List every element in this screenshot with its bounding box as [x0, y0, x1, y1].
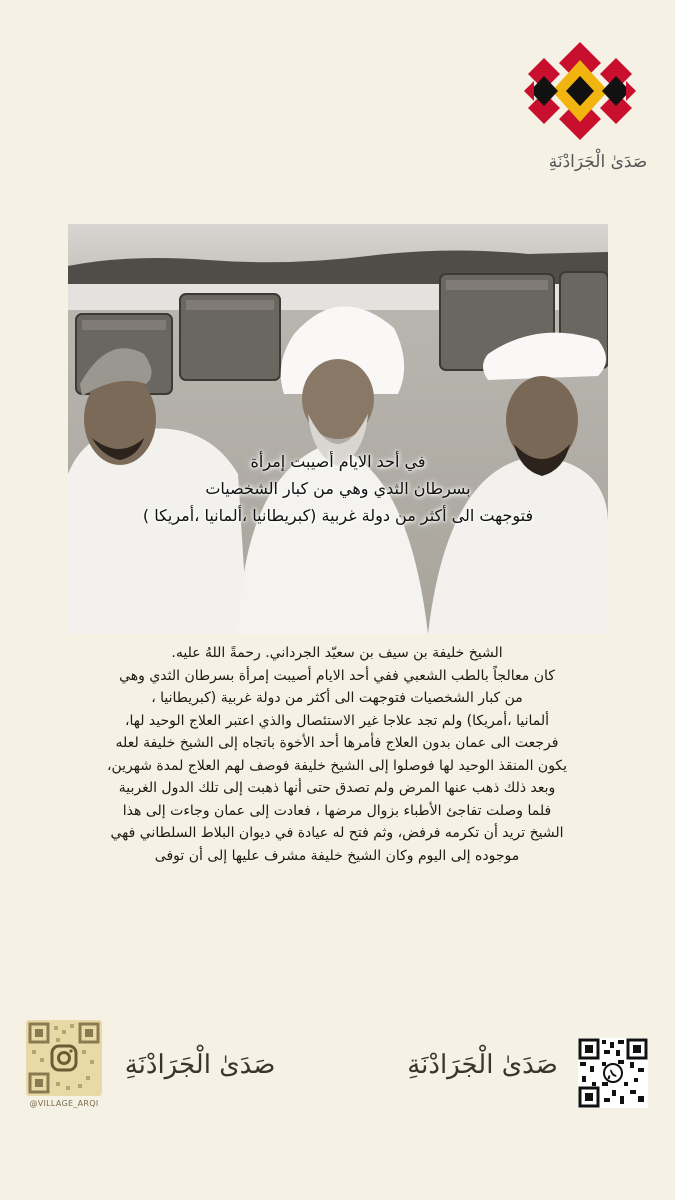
photo-caption [78, 448, 598, 529]
article-line: من كبار الشخصيات فتوجهت الى أكثر من دولة غربية (كبريطانيا ، [151, 690, 523, 706]
caption-line: بسرطان الثدي وهي من كبار الشخصيات [205, 479, 471, 498]
article-line: وبعد ذلك ذهب عنها المرض ولم تصدق حتى أنها ذهبت إلى تلك الدول الغربية [118, 780, 556, 796]
article-line: يكون المنقذ الوحيد لها فوصلوا إلى الشيخ خليفة فوصف لهم العلاج لمدة شهرين، [106, 757, 568, 774]
whatsapp-qr-icon [578, 1038, 648, 1108]
article-line: فلما وصلت تفاجئ الأطباء بزوال مرضها ، فعادت إلى عمان وجاءت إلى هذا [122, 802, 552, 819]
brand-name-bottom-right: صَدَىٰ الْجَرَادْنَةِ [407, 1050, 558, 1080]
article-line: ألمانيا ،أمريكا) ولم تجد علاجا غير الاستئصال والذي اعتبر العلاج الوحيد لها، [124, 712, 550, 729]
instagram-qr-icon [26, 1020, 102, 1096]
caption-line: فتوجهت الى أكثر من دولة غربية (كبريطانيا ،ألمانيا ،أمريكا ) [142, 506, 534, 525]
article-line: الشيخ خليفة بن سيف بن سعيّد الجرداني. رحمةً اللهُ عليه. [171, 645, 503, 661]
instagram-handle: @VILLAGE_ARQI [29, 1099, 99, 1108]
caption-line: في أحد الايام أصيبت إمرأة [250, 452, 426, 471]
brand-name-top: صَدَىٰ الْجَرَادْنَةِ [548, 152, 648, 172]
brand-name-bottom-left: صَدَىٰ الْجَرَادْنَةِ [124, 1050, 276, 1080]
article-line: الشيخ تريد أن تكرمه فرفض، وثم فتح له عيادة في ديوان البلاط السلطاني فهي [110, 825, 564, 841]
article-line: فرجعت الى عمان بدون العلاج فأمرها أحد الأخوة باتجاه إلى الشيخ خليفة لعله [115, 735, 559, 751]
historical-photo [68, 224, 608, 634]
brand-logo [524, 40, 636, 142]
article-body [92, 642, 582, 867]
whatsapp-qr-code[interactable] [578, 1038, 648, 1108]
article-line: موجوده إلى اليوم وكان الشيخ خليفة مشرف عليها إلى أن توفى [154, 847, 520, 864]
article-line: كان معالجاً بالطب الشعبي ففي أحد الايام أصيبت إمرأة بسرطان الثدي وهي [119, 667, 555, 684]
instagram-qr-code[interactable] [26, 1020, 102, 1116]
